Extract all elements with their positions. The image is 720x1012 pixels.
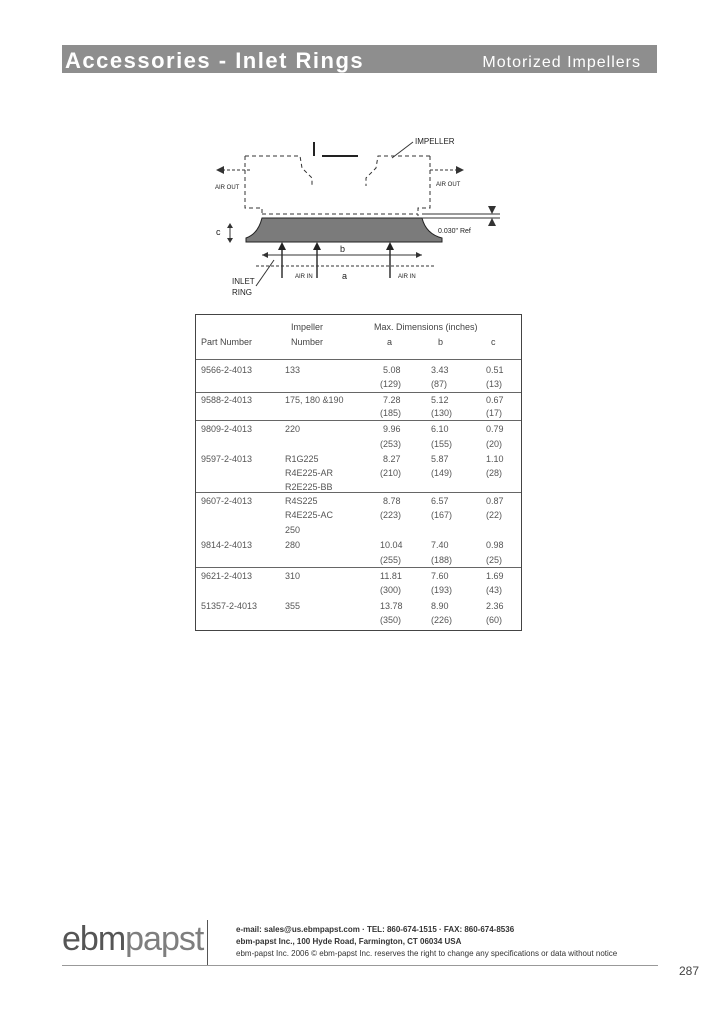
inlet-label: INLET xyxy=(232,277,255,286)
air-out-right-arrowhead xyxy=(456,166,464,174)
impeller-hub xyxy=(314,142,358,156)
row-3-b: 6.10 xyxy=(431,424,449,434)
dim-c-label: c xyxy=(216,227,221,237)
air-out-left-arrowhead xyxy=(216,166,224,174)
row-5-a-mm: (223) xyxy=(380,510,402,520)
section-subtitle: Motorized Impellers xyxy=(482,54,641,71)
row-5-impeller-3: 250 xyxy=(285,525,301,535)
air-in-arrowhead-3 xyxy=(386,242,394,250)
row-2-b-mm: (130) xyxy=(431,408,453,418)
row-5-impeller-1: R4S225 xyxy=(285,496,318,506)
air-out-right-label: AIR OUT xyxy=(436,182,461,188)
row-7-b-mm: (193) xyxy=(431,585,453,595)
col-header-b: b xyxy=(438,337,444,347)
row-2-impeller: 175, 180 &190 xyxy=(285,395,344,405)
row-1-b: 3.43 xyxy=(431,365,449,375)
row-3-c: 0.79 xyxy=(486,424,504,434)
row-7-a-mm: (300) xyxy=(380,585,402,595)
row-7-impeller: 310 xyxy=(285,571,301,581)
row-2-a: 7.28 xyxy=(383,395,401,405)
row-6-part: 9814-2-4013 xyxy=(201,540,253,550)
row-5-part: 9607-2-4013 xyxy=(201,496,253,506)
row-8-impeller: 355 xyxy=(285,601,301,611)
row-1-a-mm: (129) xyxy=(380,379,402,389)
row-7-c-mm: (43) xyxy=(486,585,503,595)
air-in-left-label: AIR IN xyxy=(295,274,313,280)
row-3-c-mm: (20) xyxy=(486,439,503,449)
ring-label: RING xyxy=(232,288,252,297)
row-3-part: 9809-2-4013 xyxy=(201,424,253,434)
row-2-c-mm: (17) xyxy=(486,408,503,418)
row-4-part: 9597-2-4013 xyxy=(201,454,253,464)
row-1-impeller: 133 xyxy=(285,365,301,375)
row-5-c: 0.87 xyxy=(486,496,504,506)
row-6-b-mm: (188) xyxy=(431,555,453,565)
col-header-impeller-top: Impeller xyxy=(291,322,324,332)
air-in-arrowhead-1 xyxy=(278,242,286,250)
logo-papst: papst xyxy=(125,920,204,958)
row-7-b: 7.60 xyxy=(431,571,449,581)
air-in-arrowhead-2 xyxy=(313,242,321,250)
row-1-a: 5.08 xyxy=(383,365,401,375)
row-2-part: 9588-2-4013 xyxy=(201,395,253,405)
row-4-b: 5.87 xyxy=(431,454,449,464)
row-5-impeller-2: R4E225-AC xyxy=(285,510,334,520)
footer-rule xyxy=(62,965,658,966)
row-4-impeller-2: R4E225-AR xyxy=(285,468,334,478)
ref-label: 0.030" Ref xyxy=(438,228,471,235)
row-6-b: 7.40 xyxy=(431,540,449,550)
inlet-leader xyxy=(256,260,274,286)
row-2-a-mm: (185) xyxy=(380,408,402,418)
footer-copyright: ebm-papst Inc. 2006 © ebm-papst Inc. reserves the right to change any specifications or data without notice xyxy=(236,949,618,958)
row-2-c: 0.67 xyxy=(486,395,504,405)
row-7-c: 1.69 xyxy=(486,571,504,581)
col-header-part-number: Part Number xyxy=(201,337,253,347)
row-5-b-mm: (167) xyxy=(431,510,453,520)
row-6-rule xyxy=(196,567,521,568)
row-4-impeller-3: R2E225-BB xyxy=(285,482,333,492)
footer-divider xyxy=(207,920,208,966)
row-4-a-mm: (210) xyxy=(380,468,402,478)
impeller-leader xyxy=(392,142,413,158)
page-number: 287 xyxy=(679,964,700,978)
row-8-a: 13.78 xyxy=(380,601,403,611)
footer-contact: e-mail: sales@us.ebmpapst.com · TEL: 860-674-1515 · FAX: 860-674-8536 xyxy=(236,925,515,934)
row-6-a: 10.04 xyxy=(380,540,403,550)
dim-c-arrow-top xyxy=(227,223,233,228)
row-5-a: 8.78 xyxy=(383,496,401,506)
dim-b-arrow-left xyxy=(262,252,268,258)
row-5-c-mm: (22) xyxy=(486,510,503,520)
col-header-impeller-bottom: Number xyxy=(291,337,324,347)
col-header-max-dims: Max. Dimensions (inches) xyxy=(374,322,478,332)
row-1-c: 0.51 xyxy=(486,365,504,375)
row-6-impeller: 280 xyxy=(285,540,301,550)
row-2-b: 5.12 xyxy=(431,395,449,405)
row-2-rule xyxy=(196,420,521,421)
row-3-a: 9.96 xyxy=(383,424,401,434)
row-1-rule xyxy=(196,392,521,393)
row-6-c: 0.98 xyxy=(486,540,504,550)
row-4-rule xyxy=(196,492,521,493)
row-8-c-mm: (60) xyxy=(486,615,503,625)
row-6-a-mm: (255) xyxy=(380,555,402,565)
row-3-a-mm: (253) xyxy=(380,439,402,449)
row-5-b: 6.57 xyxy=(431,496,449,506)
impeller-outline xyxy=(245,156,430,216)
ref-arrow-top xyxy=(488,206,496,214)
row-4-c-mm: (28) xyxy=(486,468,503,478)
row-8-c: 2.36 xyxy=(486,601,504,611)
col-header-c: c xyxy=(491,337,496,347)
row-8-part: 51357-2-4013 xyxy=(201,601,258,611)
dim-c-arrow-bottom xyxy=(227,238,233,243)
logo-ebm: ebm xyxy=(62,920,126,958)
row-8-a-mm: (350) xyxy=(380,615,402,625)
air-out-left-label: AIR OUT xyxy=(215,185,240,191)
header-bar xyxy=(62,45,657,73)
row-4-b-mm: (149) xyxy=(431,468,453,478)
ebmpapst-logo xyxy=(62,920,203,959)
row-8-b: 8.90 xyxy=(431,601,449,611)
footer-address: ebm-papst Inc., 100 Hyde Road, Farmington, CT 06034 USA xyxy=(236,937,462,946)
row-8-b-mm: (226) xyxy=(431,615,453,625)
row-6-c-mm: (25) xyxy=(486,555,503,565)
row-1-part: 9566-2-4013 xyxy=(201,365,253,375)
row-3-impeller: 220 xyxy=(285,424,301,434)
dim-b-arrow-right xyxy=(416,252,422,258)
row-7-a: 11.81 xyxy=(380,571,402,581)
ref-arrow-bottom xyxy=(488,218,496,226)
row-4-impeller-1: R1G225 xyxy=(285,454,319,464)
row-4-a: 8.27 xyxy=(383,454,401,464)
page-title: Accessories - Inlet Rings xyxy=(65,48,365,73)
row-7-part: 9621-2-4013 xyxy=(201,571,253,581)
air-in-right-label: AIR IN xyxy=(398,274,416,280)
dim-b-label: b xyxy=(340,244,346,254)
inlet-ring-shape xyxy=(246,218,442,242)
dim-a-label: a xyxy=(342,271,348,281)
impeller-label: IMPELLER xyxy=(415,137,455,146)
row-1-c-mm: (13) xyxy=(486,379,503,389)
row-4-c: 1.10 xyxy=(486,454,504,464)
header-rule xyxy=(196,359,521,360)
inlet-ring-diagram xyxy=(200,128,510,303)
row-1-b-mm: (87) xyxy=(431,379,448,389)
specs-table xyxy=(195,314,522,631)
row-3-b-mm: (155) xyxy=(431,439,453,449)
col-header-a: a xyxy=(387,337,393,347)
